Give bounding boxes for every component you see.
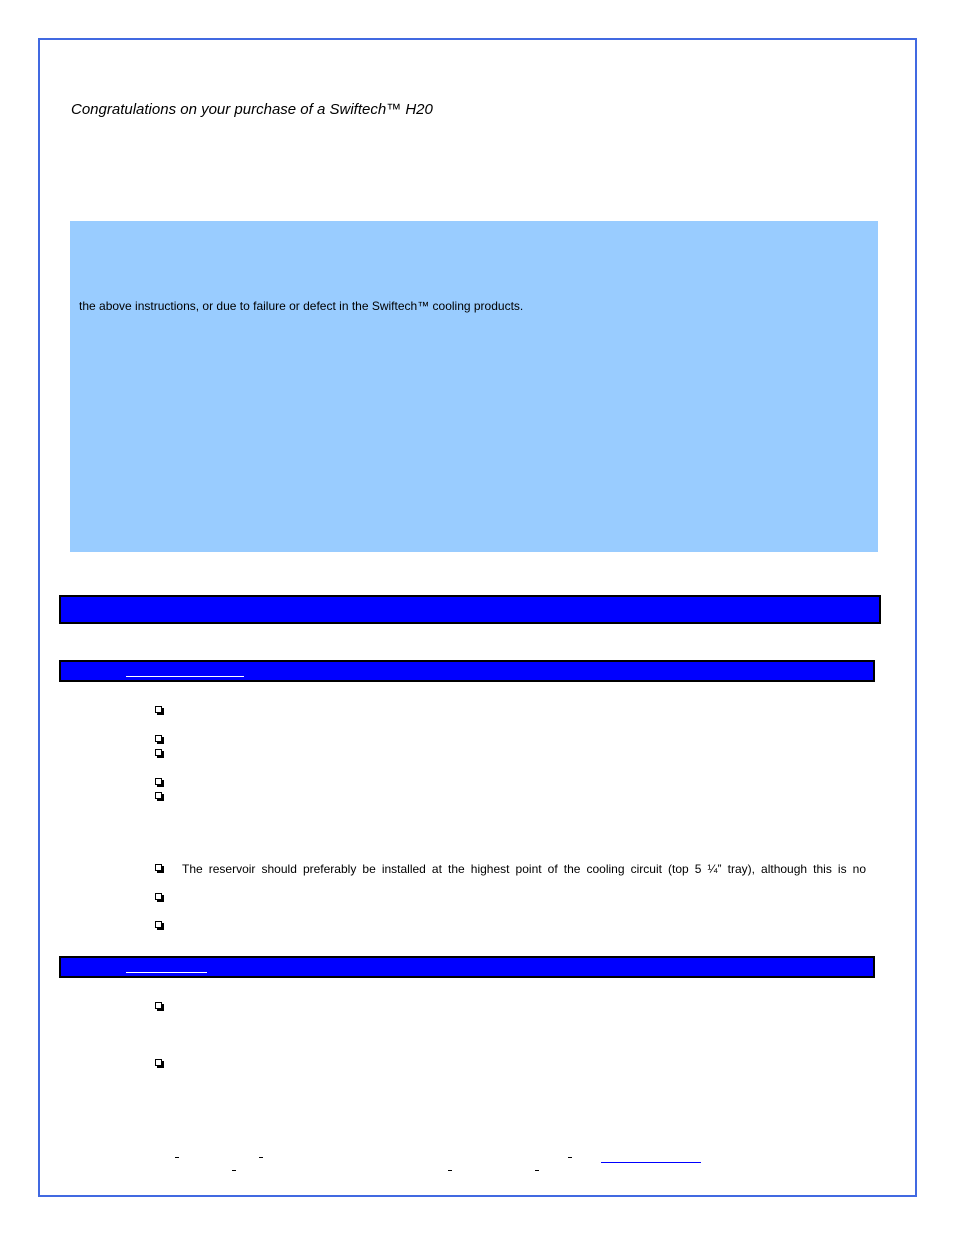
checkbox-bullet-icon <box>155 778 162 785</box>
subsection-header-underline-2 <box>126 972 207 973</box>
footer-mark <box>175 1157 179 1158</box>
disclaimer-box <box>70 221 878 552</box>
checkbox-bullet-icon <box>155 1002 162 1009</box>
section-header-bar <box>59 595 881 624</box>
footer-mark <box>535 1170 539 1171</box>
checkbox-bullet-icon <box>155 1059 162 1066</box>
checkbox-bullet-icon <box>155 864 162 871</box>
footer-mark <box>232 1170 236 1171</box>
checkbox-bullet-icon <box>155 792 162 799</box>
subsection-header-underline-1 <box>126 676 244 677</box>
reservoir-bullet-text: The reservoir should preferably be installed at the highest point of the cooling circuit (top 5 ¼” tray), although this is no <box>182 862 866 876</box>
footer-mark <box>448 1170 452 1171</box>
intro-text: Congratulations on your purchase of a Swiftech™ H20 <box>71 101 433 118</box>
footer-mark <box>259 1157 263 1158</box>
subsection-header-bar-2 <box>59 956 875 978</box>
checkbox-bullet-icon <box>155 893 162 900</box>
subsection-header-bar-1 <box>59 660 875 682</box>
checkbox-bullet-icon <box>155 921 162 928</box>
checkbox-bullet-icon <box>155 735 162 742</box>
checkbox-bullet-icon <box>155 706 162 713</box>
footer-mark <box>568 1157 572 1158</box>
checkbox-bullet-icon <box>155 749 162 756</box>
footer-link-underline <box>601 1162 701 1163</box>
disclaimer-text: the above instructions, or due to failure or defect in the Swiftech™ cooling products. <box>79 299 524 313</box>
